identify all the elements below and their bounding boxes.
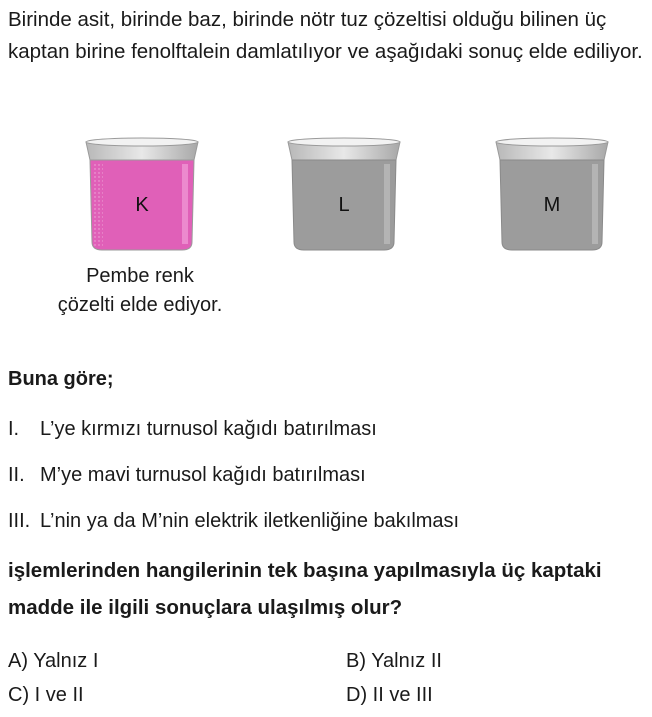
statement-1-number: I. [8, 418, 20, 440]
statement-3-number: III. [8, 510, 31, 532]
question-text: işlemlerinden hangilerinin tek başına yapılmasıyla üç kaptaki madde ile ilgili sonuçlara ulaşılmış olur? [8, 559, 602, 619]
beaker-k-caption [30, 262, 250, 320]
beaker-m-label: M [543, 194, 561, 216]
option-b-key: B) [346, 650, 366, 672]
statement-2-number: II. [8, 464, 25, 486]
option-c-key: C) [8, 684, 30, 706]
option-d-key: D) [346, 684, 368, 706]
statement-2 [8, 464, 366, 487]
option-d-text: II ve III [372, 684, 433, 706]
beaker-l [284, 136, 404, 256]
option-c[interactable] [8, 684, 84, 707]
beaker-m [492, 136, 612, 256]
statement-1 [8, 418, 377, 441]
statement-3 [8, 510, 459, 533]
option-a-key: A) [8, 650, 28, 672]
option-d[interactable] [346, 684, 433, 707]
option-b[interactable] [346, 650, 442, 673]
beaker-k-label: K [135, 194, 149, 216]
statement-2-text: M’ye mavi turnusol kağıdı batırılması [40, 464, 366, 486]
caption-line-1: Pembe renk [86, 265, 194, 287]
caption-line-2: çözelti elde ediyor. [57, 294, 223, 316]
statement-3-text: L’nin ya da M’nin elektrik iletkenliğine bakılması [40, 510, 460, 532]
option-a-text: Yalnız I [33, 650, 99, 672]
statement-1-text: L’ye kırmızı turnusol kağıdı batırılması [40, 418, 377, 440]
option-b-text: Yalnız II [371, 650, 442, 672]
option-c-text: I ve II [34, 684, 84, 706]
beaker-k [82, 136, 202, 256]
option-a[interactable] [8, 650, 98, 673]
beaker-l-label: L [338, 194, 350, 216]
intro-paragraph: Birinde asit, birinde baz, birinde nötr tuz çözeltisi olduğu bilinen üç kaptan birine fenolftalein damlatılıyor ve aşağıdaki sonuç elde ediliyor. [8, 8, 643, 63]
question-heading: Buna göre; [8, 368, 114, 390]
